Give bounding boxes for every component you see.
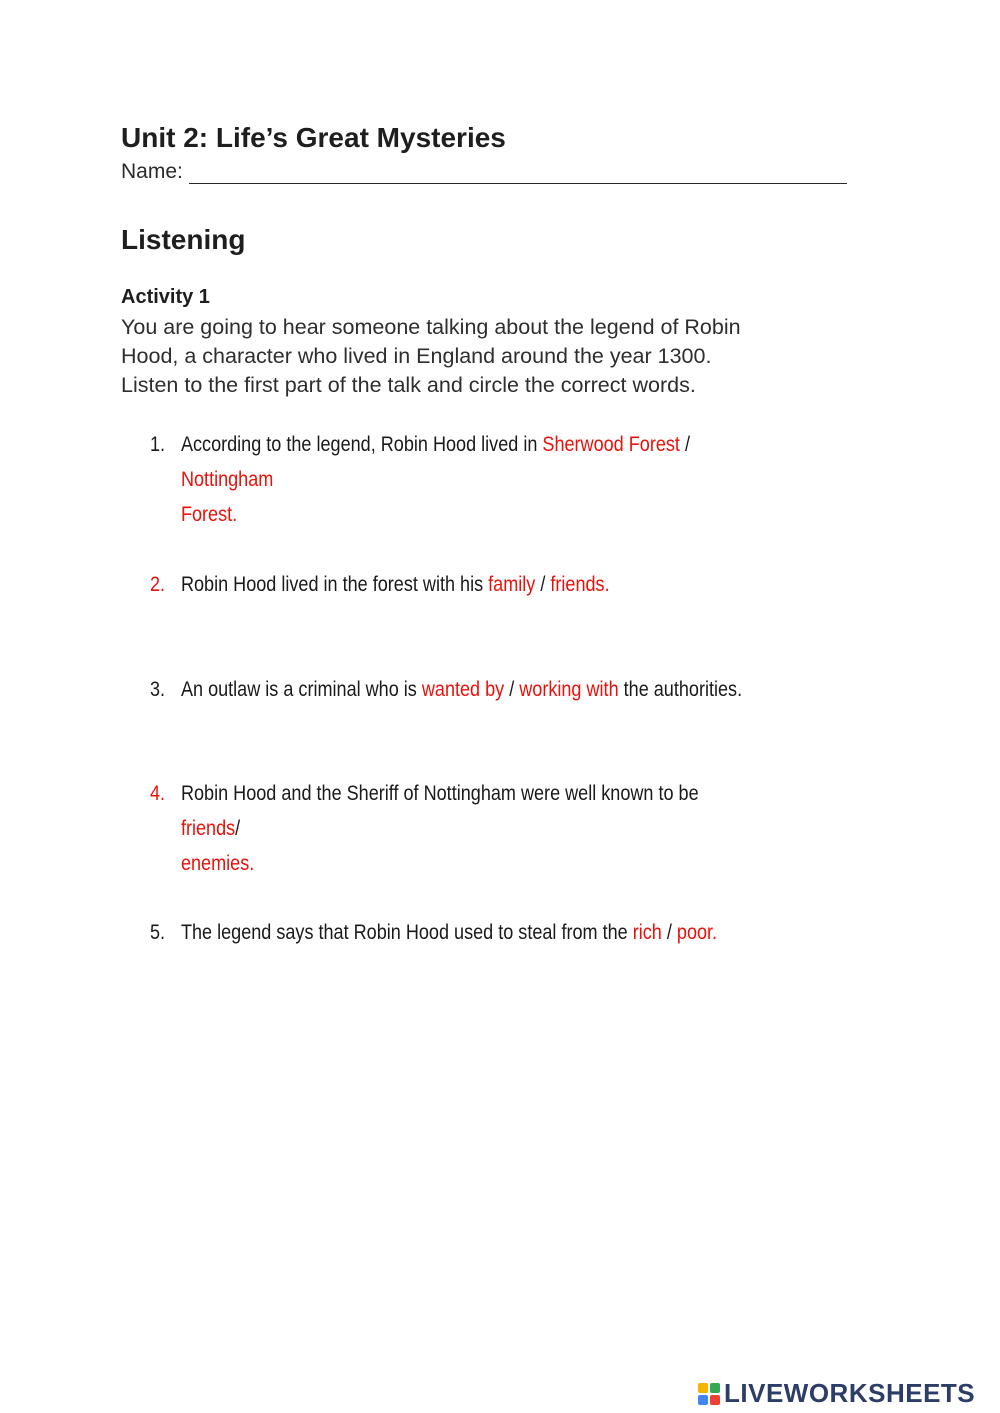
question-text <box>181 427 752 532</box>
question-text <box>181 915 752 950</box>
activity-instructions <box>121 313 891 400</box>
option-working-with[interactable]: working with <box>519 678 619 701</box>
instruction-line: Listen to the first part of the talk and circle the correct words. <box>121 373 696 397</box>
brand-name: LIVEWORKSHEETS <box>724 1378 976 1408</box>
question-stem: Robin Hood and the Sheriff of Nottingham were well known to be <box>180 782 699 805</box>
option-separator: / <box>504 678 520 701</box>
name-blank-line[interactable] <box>189 163 847 184</box>
option-family[interactable]: family <box>488 573 536 596</box>
question-1 <box>150 427 752 532</box>
question-stem: Robin Hood lived in the forest with his <box>180 573 489 596</box>
question-number: 2. <box>150 573 166 596</box>
option-nottingham-forest[interactable] <box>181 468 273 526</box>
section-title: Listening <box>121 224 246 255</box>
question-number: 3. <box>150 678 166 701</box>
question-text <box>181 672 752 707</box>
question-stem: According to the legend, Robin Hood lived in <box>180 433 543 456</box>
question-4 <box>150 776 752 881</box>
logo-tile <box>698 1383 708 1393</box>
question-stem: An outlaw is a criminal who is <box>180 678 422 701</box>
question-number: 1. <box>150 433 166 456</box>
option-wanted-by[interactable]: wanted by <box>421 678 505 701</box>
instruction-line: Hood, a character who lived in England around the year 1300. <box>121 344 712 368</box>
unit-title: Unit 2: Life’s Great Mysteries <box>121 122 506 153</box>
name-field <box>121 160 847 184</box>
instruction-line: You are going to hear someone talking about the legend of Robin <box>121 315 741 339</box>
question-text <box>181 776 752 881</box>
liveworksheets-logo-icon <box>698 1383 720 1405</box>
option-nottingham-forest-line1: Nottingham <box>180 468 274 491</box>
option-sherwood-forest[interactable]: Sherwood Forest <box>542 433 680 456</box>
logo-tile <box>710 1395 720 1405</box>
question-3 <box>150 672 752 707</box>
name-label: Name: <box>121 160 183 183</box>
option-separator: / <box>661 921 677 944</box>
question-text <box>181 567 752 602</box>
option-nottingham-forest-line2: Forest. <box>180 503 238 526</box>
option-rich[interactable]: rich <box>632 921 662 944</box>
option-separator: / <box>679 433 690 456</box>
option-separator: / <box>235 817 241 840</box>
option-poor[interactable]: poor. <box>676 921 718 944</box>
liveworksheets-brand[interactable] <box>698 1378 975 1409</box>
option-friends[interactable]: friends. <box>550 573 610 596</box>
activity-title: Activity 1 <box>121 286 210 308</box>
question-number: 4. <box>150 782 166 805</box>
logo-tile <box>710 1383 720 1393</box>
question-2 <box>150 567 752 602</box>
question-5 <box>150 915 752 950</box>
question-number: 5. <box>150 921 166 944</box>
question-tail: the authorities. <box>618 678 743 701</box>
option-enemies[interactable]: enemies. <box>180 852 255 875</box>
option-friends[interactable]: friends <box>180 817 236 840</box>
logo-tile <box>698 1395 708 1405</box>
question-stem: The legend says that Robin Hood used to steal from the <box>180 921 633 944</box>
option-separator: / <box>535 573 551 596</box>
